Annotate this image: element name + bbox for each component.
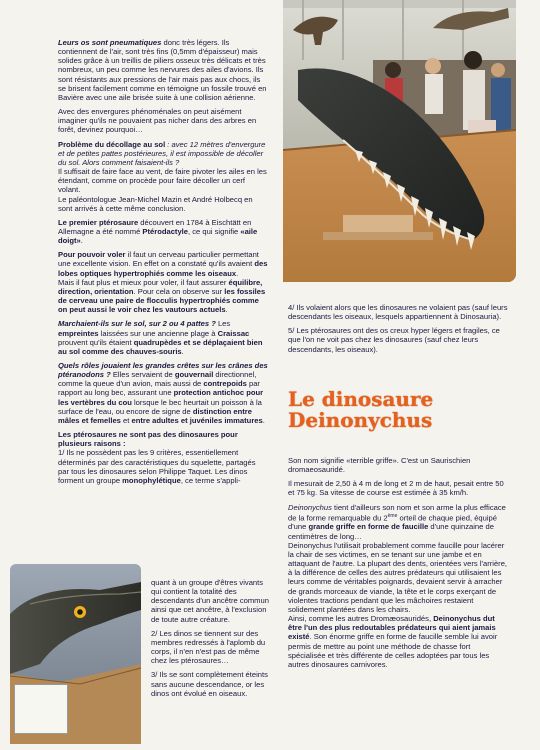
paragraph-wingspan: Avec des envergures phénoménales on peut aisément imaginer qu'ils ne pouvaient pas nicher dans des arbres en forêt, devinez pourquoi… xyxy=(58,107,257,135)
paragraph-walking: Marchaient-ils sur le sol, sur 2 ou 4 pattes ? Les empreintes laissées sur une ancienne plage à Craissac prouvent qu'ils étaient quadrupèdes et se déplaçaient bien au sol comme des chauves-souris. xyxy=(58,319,263,356)
specimen-label-card xyxy=(14,684,68,734)
paragraph-hunting: Deinonychus l'utilisait probablement comme faucille pour lacérer la chair de ses victimes, en se tenant sur une jambe et en attaquant de l'autre. La plupart des dents, orientées vers l'arrière, à la différence de celles des autres prédateurs qui utilisaient les leurs comme de véritables poignards, devaient servir à arracher de grands morceaux de viande, la tête et le corps exerçant de violentes tractions pendant que les mâchoires restaient solidement plantées dans les chairs. xyxy=(288,540,508,614)
paragraph-upright-limbs: 2/ Les dinos se tiennent sur des membres redressés à l'aplomb du corps, il n'en n'est pas de même chez les ptérosaures… xyxy=(151,628,266,666)
left-column xyxy=(58,38,268,485)
paragraph-name-meaning: Son nom signifie «terrible griffe». C'est un Saurischien dromaeosauridé. xyxy=(288,456,471,475)
paragraph-criteria: 1/ Ils ne possèdent pas les 9 critères, essentiellement déterminés par des caractéristiques du squelette, partagés par tous les dinosaures selon Philippe Taquet. Les dinos forment un groupe monophylétique, ce terme s'appli- xyxy=(58,448,256,485)
right-column-top xyxy=(288,303,510,359)
paragraph-first-pterosaur: Le premier ptérosaure découvert en 1784 à Eischtätt en Allemagne a été nommé Ptérodactyle, ce qui signifie «aile doigt». xyxy=(58,217,258,246)
paragraph-hollow-bones: 5/ Les ptérosaures ont des os creux hyper légers et fragiles, ce que l'on ne voit pas chez les dinosaures (sauf chez leurs descendants, les oiseaux). xyxy=(288,326,500,354)
right-column-bottom xyxy=(288,456,510,674)
pterosaur-head-photo xyxy=(10,564,141,744)
paragraph-crests: Quels rôles jouaient les grandes crêtes sur les crânes des ptéranodons ? Elles servaient de gouvernail directionnel, comme la queue d'un avion, mais aussi de contrepoids par rapport au long bec, assurant une protection antichoc pour les vertèbres du cou lorsque le bec heurtait un poisson à la surface de l'eau, ou encore de signe de distinction entre mâles et femelles et entre adultes et juvéniles immatures. xyxy=(58,361,268,425)
museum-exhibit-photo xyxy=(283,0,516,282)
headline-line-1: Le dinosaure xyxy=(288,387,434,411)
paragraph-size: Il mesurait de 2,50 à 4 m de long et 2 m de haut, pesait entre 50 et 75 kg. Sa vitesse de course est estimée à 35 km/h. xyxy=(288,479,504,498)
paragraph-claw: Deinonychus tient d'ailleurs son nom et son arme la plus efficace de la forme remarquable du 2ème orteil de chaque pied, équipé d'une grande griffe en forme de faucille d'une quinzaine de centimètres de long… xyxy=(288,502,506,541)
paragraph-monophyletic: quant à un groupe d'êtres vivants qui contient la totalité des descendants d'un ancêtre commun ainsi que cet ancêtre, à l'exclusion de toute autre créature. xyxy=(151,578,269,624)
paragraph-brain-vision: Pour pouvoir voler il faut un cerveau particulier permettant une excellente vision. En effet on a constaté qu'ils avaient des lobes optiques hypertrophiés comme les oiseaux. Mais il faut plus et mieux pour voler, il faut assurer équilibre, direction, orientation. Pour cela on observe sur les fossiles de cerveau une paire de flocculis hypertrophiés comme on peut aussi le voir chez les vautours actuels. xyxy=(58,250,268,315)
article-headline xyxy=(288,389,508,431)
headline-line-2: Deinonychus xyxy=(288,408,433,432)
museum-scene-illustration xyxy=(283,0,516,282)
paragraph-takeoff: Problème du décollage au sol : avec 12 mètres d'envergure et de petites pattes postérieures, il est impossible de décoller du sol. Alors comment faisaient-ils ? Il suffisait de faire face au vent, de faire pivoter les ailes en les étendant, comme on procède pour faire décoller un cerf volant. Le paléontologue Jean-Michel Mazin et André Holbecq en sont arrivés à cette même conclusion. xyxy=(58,139,267,213)
paragraph-not-dinosaurs-heading: Les ptérosaures ne sont pas des dinosaures pour plusieurs raisons : xyxy=(58,430,238,449)
paragraph-pneumatic-bones: Leurs os sont pneumatiques donc très légers. Ils contiennent de l'air, sont très fins (0,5mm d'épaisseur) mais solides grâce à un treillis de piliers osseux très délicats et très nombreux, un peu comme les nervures des ailes d'avions. Ils sont résistants aux pressions de l'air mais pas aux chocs, ils se brisent facilement comme en témoigne un fossile trouvé en Bavière avec une aile brisée suite à une collision aérienne. xyxy=(58,38,267,102)
paragraph-flight: 4/ Ils volaient alors que les dinosaures ne volaient pas (sauf leurs descendants les oiseaux, lesquels appartiennent à Dinosauria). xyxy=(288,303,508,322)
paragraph-predator: Ainsi, comme les autres Dromæosauridés, Deinonychus dut être l'un des plus redoutables prédateurs qui aient jamais existé. Son énorme griffe en forme de faucille semble lui avoir permis de mettre au point une méthode de chasse fort spécialisée et très différente de celles adoptées par tous les autres dinosaures carnivores. xyxy=(288,614,498,669)
wrapped-text-block xyxy=(151,578,269,703)
paragraph-extinct: 3/ Ils se sont complètement éteints sans aucune descendance, or les dinos ont évolué en oiseaux. xyxy=(151,670,268,698)
